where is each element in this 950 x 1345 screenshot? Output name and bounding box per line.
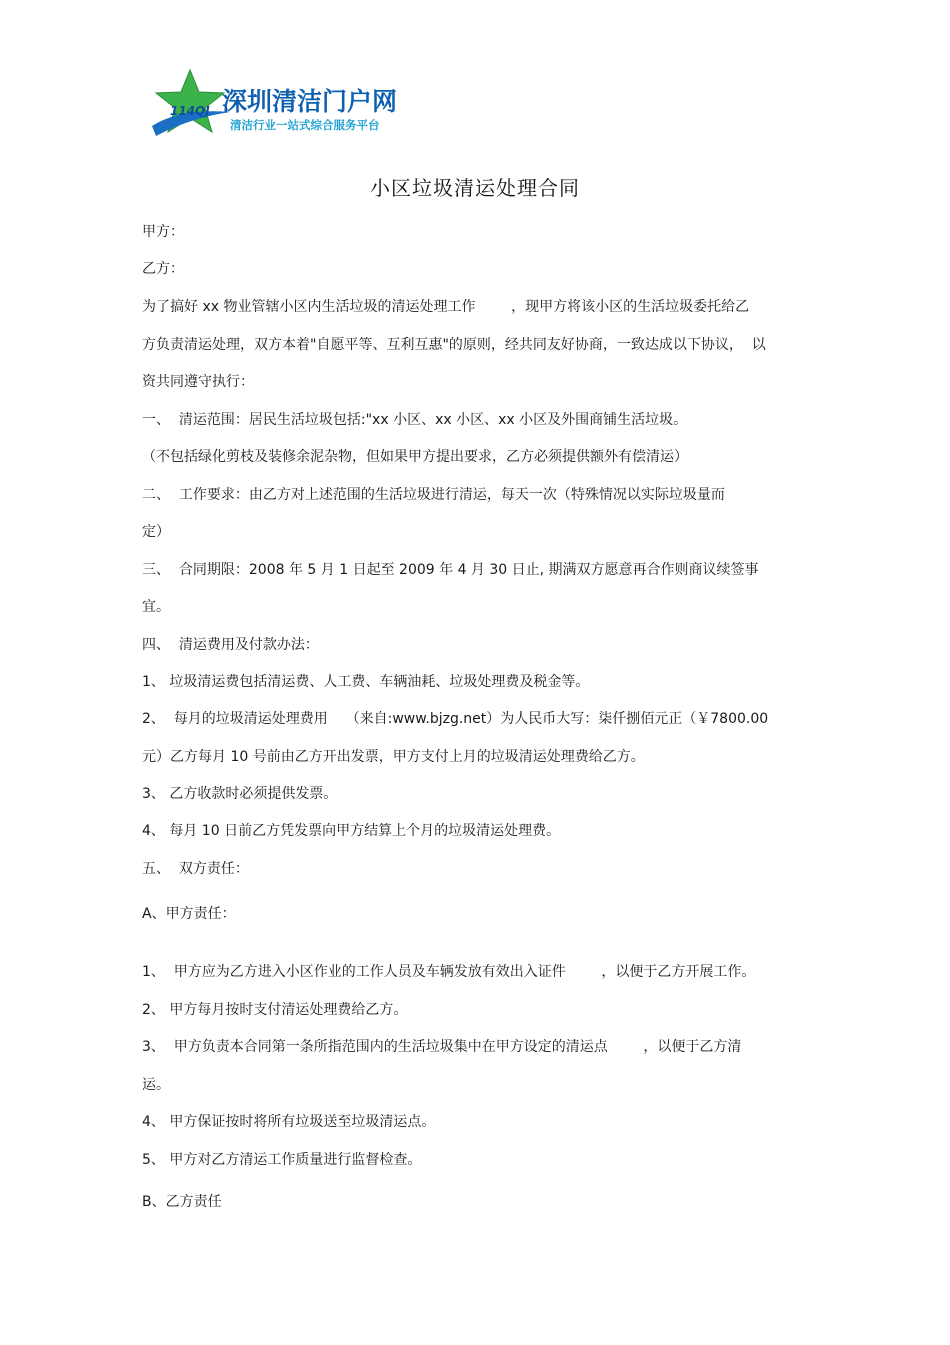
party-a-duty-3-line-2: 运。 (142, 1077, 170, 1093)
preamble-line-1: 为了搞好 xx 物业管辖小区内生活垃圾的清运处理工作 ，现甲方将该小区的生活垃圾委托给乙 (142, 299, 750, 315)
party-a-line: 甲方： (142, 224, 184, 240)
clause-2-line-1: 二、 工作要求：由乙方对上述范围的生活垃圾进行清运，每天一次（特殊情况以实际垃圾量而 (142, 487, 725, 503)
party-b-line: 乙方： (142, 261, 184, 277)
clause-4-item-2-line-2: 元）乙方每月 10 号前由乙方开出发票，甲方支付上月的垃圾清运处理费给乙方。 (142, 749, 645, 765)
clause-3-line-2: 宜。 (142, 599, 170, 615)
preamble-line-3: 资共同遵守执行： (142, 374, 254, 390)
star-logo-icon (150, 68, 232, 140)
preamble-line-2: 方负责清运处理，双方本着"自愿平等、互利互惠"的原则，经共同友好协商，一致达成以下协议， 以 (142, 337, 766, 353)
clause-1-line: 一、 清运范围：居民生活垃圾包括:"xx 小区、xx 小区、xx 小区及外围商铺生活垃圾。 (142, 412, 688, 428)
clause-2-line-2: 定） (142, 524, 170, 540)
logo-title: 深圳清洁门户网 (222, 87, 398, 116)
logo-tagline: 清洁行业一站式综合服务平台 (230, 118, 380, 132)
party-a-duty-3-line-1: 3、 甲方负责本合同第一条所指范围内的生活垃圾集中在甲方设定的清运点 ，以便于乙方清 (142, 1039, 742, 1055)
party-a-duty-5: 5、 甲方对乙方清运工作质量进行监督检查。 (142, 1152, 422, 1168)
clause-4-item-3: 3、 乙方收款时必须提供发票。 (142, 786, 338, 802)
clause-3-line-1: 三、 合同期限：2008 年 5 月 1 日起至 2009 年 4 月 30 日止, 期满双方愿意再合作则商议续签事 (142, 562, 759, 578)
party-a-duty-4: 4、 甲方保证按时将所有垃圾送至垃圾清运点。 (142, 1114, 436, 1130)
party-b-duties-heading: B、乙方责任 (142, 1194, 222, 1210)
party-a-duty-1: 1、 甲方应为乙方进入小区作业的工作人员及车辆发放有效出入证件 ，以便于乙方开展工作。 (142, 964, 756, 980)
clause-4-item-4: 4、 每月 10 日前乙方凭发票向甲方结算上个月的垃圾清运处理费。 (142, 823, 561, 839)
clause-4-heading: 四、 清运费用及付款办法： (142, 637, 319, 653)
party-a-duties-heading: A、甲方责任： (142, 906, 236, 922)
document-title: 小区垃圾清运处理合同 (370, 176, 580, 200)
clause-5-heading: 五、 双方责任： (142, 861, 249, 877)
clause-1-note: （不包括绿化剪枝及装修余泥杂物，但如果甲方提出要求，乙方必须提供额外有偿清运） (142, 449, 688, 465)
party-a-duty-2: 2、 甲方每月按时支付清运处理费给乙方。 (142, 1002, 408, 1018)
logo-badge-text: 114QJ (170, 104, 210, 118)
site-logo (150, 68, 410, 140)
clause-4-item-2-line-1: 2、 每月的垃圾清运处理费用 （来自:www.bjzg.net）为人民币大写：柒仟捌佰元正（￥7800.00 (142, 711, 769, 727)
clause-4-item-1: 1、 垃圾清运费包括清运费、人工费、车辆油耗、垃圾处理费及税金等。 (142, 674, 590, 690)
